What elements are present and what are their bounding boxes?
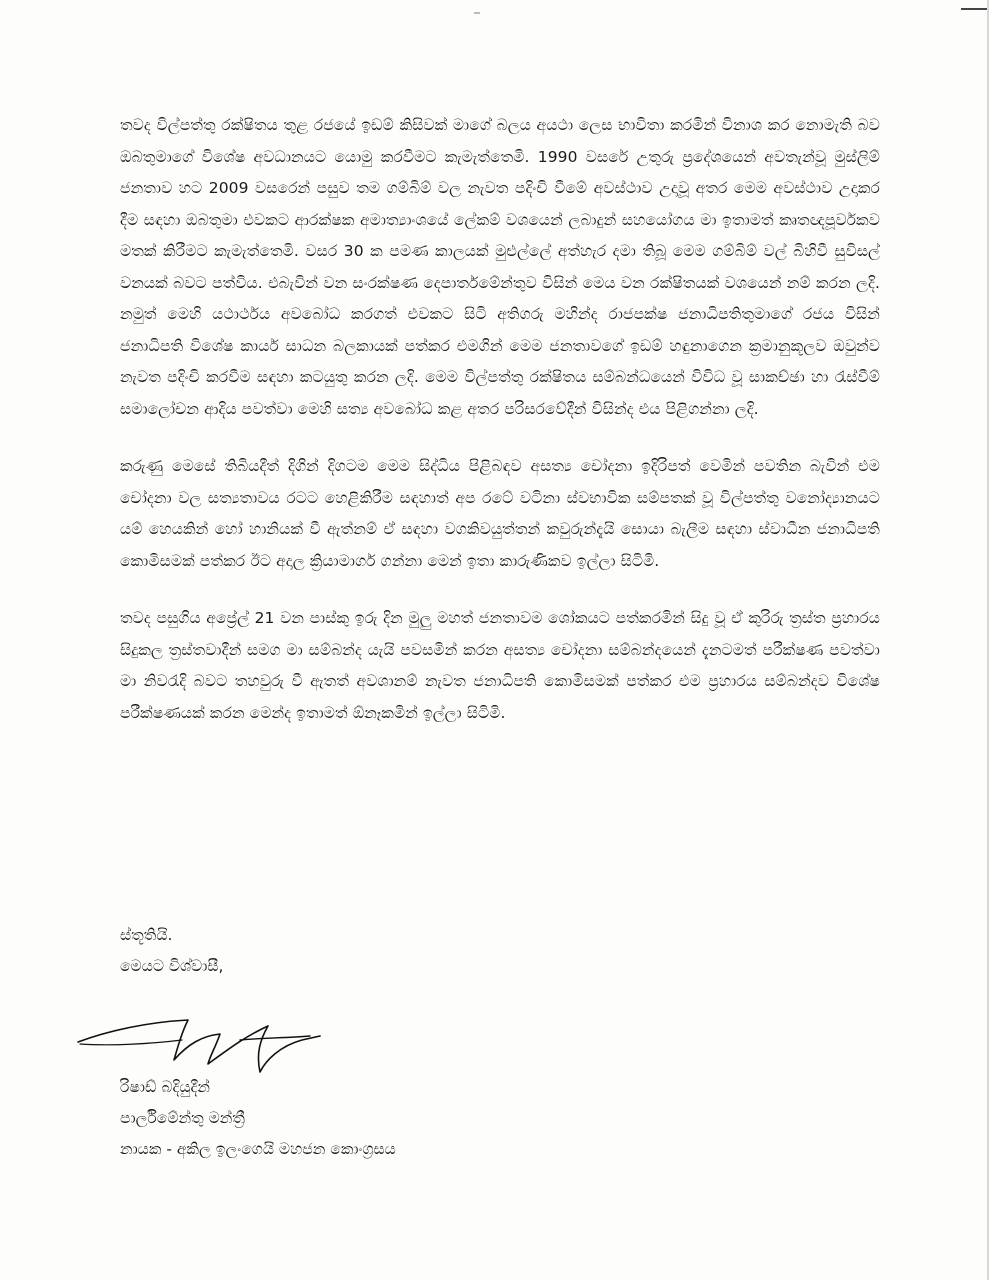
paragraph-commission-request: කරුණු මෙසේ තිබියදීත් දිගින් දිගටම මෙම සිද්ධිය පිළිබඳව අසත්‍ය චෝදනා ඉදිරිපත් වෙමින් පවතින බැවින් එම චෝදනා වල සත්‍යතාවය රටට හෙළිකිරීම සඳහාත් අප රටේ වටිනා ස්වභාවික සම්පතක් වූ විල්පත්තු වනෝද්‍යානයට යම් හෙයකින් හෝ හානියක් වී ඇත්නම් ඒ සඳහා වගකිවයුත්තන් කවුරුන්දැයි සොයා බැලීම සඳහා ස්වාධීන ජනාධිපති කොමිසමක් පත්කර ඊට අදාල ක්‍රියාමාර්ග ගන්නා මෙන් ඉතා කාරුණිකව ඉල්ලා සිටිමි. [120, 457, 880, 570]
scan-mark [474, 12, 480, 14]
closing-sign-off: මෙයට විශ්වාසී, [120, 957, 224, 975]
paragraph-easter-attack: තවද පසුගිය අප්‍රේල් 21 වන පාස්කු ඉරු දින මුලු මහත් ජනතාවම ශෝකයට පත්කරමින් සිදු වූ ඒ කුරිරු ත්‍රස්ත ප්‍රහාරය සිදුකල ත්‍රස්තවාදීන් සමග මා සම්බන්ද යැයි පවසමින් කරන අසත්‍ය චෝදනා සම්බන්දයෙන් දැනටමත් පරීක්ෂණ පවත්වා මා නිවරැදි බවට තහවුරු වී ඇතත් අවශානම් නැවත ජනාධිපති කොමිසමක් පත්කර එම ප්‍රහාරය සම්බන්දව විශේෂ පරීක්ෂණයක් කරන මෙන්ද ඉතාමත් ඕනෑකමින් ඉල්ලා සිටිමි. [120, 609, 880, 722]
signatory-position: පාර්ලිමේන්තු මන්ත්‍රී [120, 1109, 245, 1127]
letter-body [120, 110, 880, 755]
signatory-name: රිෂාඩ් බදියුදීන් [120, 1078, 210, 1096]
signature-icon [70, 1000, 330, 1080]
signatory-block [120, 1072, 396, 1165]
scan-mark-corner [961, 8, 987, 10]
signatory-role: නායක - අකිල ඉලංගෙයි මහජන කොංග්‍රසය [120, 1140, 396, 1158]
paragraph-wilpattu: තවද විල්පත්තු රක්ෂිතය තුළ රජයේ ඉඩම් කිසිවක් මාගේ බලය අයථා ලෙස භාවිතා කරමින් විනාශ කර නොමැති බව ඔබතුමාගේ විශේෂ අවධානයට යොමු කරවීමට කැමැත්තෙමි. 1990 වසරේ උතුරු ප්‍රදේශයෙන් අවතැන්වූ මුස්ලිම් ජනතාව හට 2009 වසරෙන් පසුව තම ගම්බිම් වල නැවත පදිංචි වීමේ අවස්ථාව උදාවූ අතර මෙම අවස්ථාව උදාකර දීම සඳහා ඔබතුමා එවකට ආරක්ෂක අමාත්‍යාංශයේ ලේකම් වශයෙන් ලබාදුන් සහයෝගය මා ඉතාමත් කෘතඥපූර්වකව මතක් කිරීමට කැමැත්තෙමි. වසර 30 ක පමණ කාලයක් මුළුල්ලේ අත්හැර දමා තිබූ මෙම ගම්බිම් වල් බිහිවී සුවිසල් වනයක් බවට පත්විය. එබැවින් වන සංරක්ෂණ දෙපාර්තමේන්තුව විසින් මෙය වන රක්ෂිතයක් වශයෙන් නම් කරන ලදි. නමුත් මෙහි යථාර්ථය අවබෝධ කරගත් එවකට සිටි අතිගරු මහින්ද රාජපක්ෂ ජනාධිපතිතුමාගේ රජය විසින් ජනාධිපති විශේෂ කාර්ය සාධන බලකායක් පත්කර එමගින් මෙම ජනතාවගේ ඉඩම් හඳුනාගෙන ක්‍රමානුකූලව ඔවුන්ව නැවත පදිංචි කරවීම සඳහා කටයුතු කරන ලදි. මෙම විල්පත්තු රක්ෂිතය සම්බන්ධයෙන් විවිධ වූ සාකච්ඡා හා රැස්වීම් සමාලෝචන ආදිය පවත්වා මෙහි සත්‍ය අවබෝධ කළ අතර පරිසරවේදීන් විසින්ද එය පිළිගන්නා ලදි. [120, 116, 880, 418]
closing-thanks: ස්තූතියි. [120, 926, 173, 944]
closing-block [120, 920, 223, 982]
